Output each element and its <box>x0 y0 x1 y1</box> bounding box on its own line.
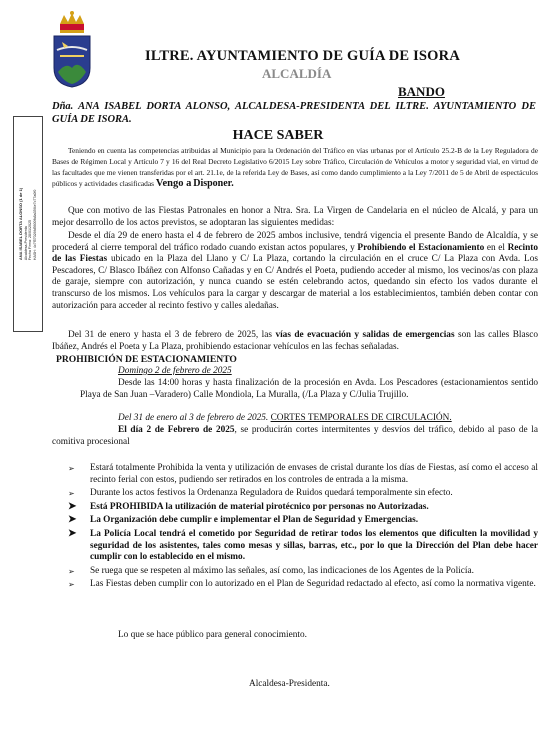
procession-paragraph <box>52 425 538 448</box>
prohibition-text: Desde las 14:00 horas y hasta finalización de la procesión en Avda. Los Pescadores (estacionamientos sentido Playa de San Juan –Varadero) Calle Mondiola, La Muralla, (/La Plaza y C/Julia Trujillo. <box>80 378 538 400</box>
issuer-line: Dña. ANA ISABEL DORTA ALONSO, ALCALDESA-PRESIDENTA DEL ILTRE. AYUNTAMIENTO DE GUÍA DE ISORA. <box>52 101 536 125</box>
list-item-text: La Organización debe cumplir e implementar el Plan de Seguridad y Emergencias. <box>90 515 419 526</box>
org-title: ILTRE. AYUNTAMIENTO DE GUÍA DE ISORA <box>145 48 461 64</box>
list-item <box>60 488 538 500</box>
evacuation-text-2: son las calles Blasco Ibáñez, Andrés el Poeta y La Plaza, prohibiendo estacionar vehículos en las fechas señaladas. <box>52 330 539 352</box>
paragraph-intro <box>52 206 538 229</box>
list-item <box>60 579 538 591</box>
digital-signature-stamp <box>13 116 43 332</box>
procession-text: , se producirán cortes intermitentes y desvíos del tráfico, debido al paso de la comitiva procesional <box>52 425 538 447</box>
legal-text: Teniendo en cuenta las competencias atribuidas al Municipio para la Ordenación del Tráfico en vías urbanas por el Artículo 25.2-B de la Ley Reguladora de Bases de Régimen Local y Artículo 7 y 16 del Real Decreto Legislativo 6/2015 Ley sobre Tráfico, Circulación de Vehículos a motor y seguridad vial, en virtud de las facultades que me vienen transferidas por el art. 21.1e, de la referida Ley de Bases, así como dando cumplimiento a la Ley 7/2011 de 5 de Abril de espectáculos públicos y actividades clasificadas <box>52 146 538 188</box>
evacuation-text-1: Del 31 de enero y hasta el 3 de febrero de 2025, las <box>68 330 273 340</box>
evacuation-bold: vías de evacuación y salidas de emergencias <box>275 330 455 340</box>
list-item-text: Está PROHIBIDA la utilización de material pirotécnico por personas no Autorizadas. <box>90 501 429 512</box>
legal-basis-paragraph <box>52 145 538 189</box>
chevron-bullet-icon: ➢ <box>68 464 75 473</box>
stamp-hash: HASH: 4c7f57026fd5600fb8a35f4e7c77a0f0 <box>32 189 37 261</box>
closure-text-3: ubicado en la Plaza del Llano y C/ La Plaza, cortando la circulación en el cruce C/ La Plaza con Avda. Los Pescadores, C/ Blasco Ibáñez con Alfonso Cañadas y en C/ Andrés el Poeta, pudiendo acceder al mismo, los vecinos/as con plaza de garaje, siempre con autorización, y nunca cuando se estén celebrando actos, quedando sin efecto los vados durante el transcurso de los mismos. Los vehículos para la cargar y descargar de material a los establecimientos, también deben contar con autorización para acceder al recinto festivo y calles aledañas. <box>52 254 538 311</box>
closure-text-1: Desde el día 29 de enero hasta el 4 de febrero de 2025 ambos inclusive, tendrá vigencia el presente Bando de Alcaldía, y se procederá al cierre temporal del tráfico rodado cuando existan actos populares, y <box>52 231 538 253</box>
stamp-signer: ANA ISABEL DORTA ALONSO (1 de 1) <box>17 187 23 261</box>
list-item-text: La Policía Local tendrá el cometido por Seguridad de retirar todos los elementos que dificulten la movilidad y seguridad de los asistentes, tales como mesas y sillas, barras, etc., por lo que la Dirección del Plan debe hacer cumplir con lo establecido en el mismo. <box>90 528 538 563</box>
arrow-bullet-icon: ➤ <box>68 527 77 539</box>
list-item-text: Durante los actos festivos la Ordenanza Reguladora de Ruidos quedará temporalmente sin efecto. <box>90 488 453 499</box>
prohibition-date: Domingo 2 de febrero de 2025 <box>118 366 232 376</box>
list-item-text: Las Fiestas deben cumplir con lo autorizado en el Plan de Seguridad redactado al efecto, así como la normativa vigente. <box>90 579 536 590</box>
list-item-text: Se ruega que se respeten al máximo las señales, así como, las indicaciones de los Agentes de la Policía. <box>90 565 474 576</box>
legal-tail: Vengo a <box>155 178 192 189</box>
procession-date: El día 2 de Febrero de 2025 <box>118 425 235 435</box>
stamp-date: Fecha Firma: 28/01/2025 <box>28 220 32 261</box>
arrow-bullet-icon: ➤ <box>68 514 77 526</box>
list-item <box>60 463 538 486</box>
chevron-bullet-icon: ➢ <box>68 566 75 576</box>
traffic-cuts-date: Del 31 de enero al 3 de febrero de 2025. <box>118 413 269 423</box>
list-item <box>60 502 538 514</box>
paragraph-intro-text: Que con motivo de las Fiestas Patronales en honor a Ntra. Sra. La Virgen de Candelaria en el núcleo de Alcalá, y para un mejor desarrollo de los actos previstos, se adoptaran las siguientes medidas: <box>52 206 538 228</box>
signature-line: Alcaldesa-Presidenta. <box>249 679 330 689</box>
arrow-bullet-icon: ➤ <box>68 500 77 512</box>
traffic-cuts-line <box>118 413 538 425</box>
traffic-cuts-heading: CORTES TEMPORALES DE CIRCULACIÓN. <box>270 413 452 423</box>
closing-line: Lo que se hace público para general conocimiento. <box>118 630 307 640</box>
chevron-bullet-icon: ➢ <box>68 580 75 590</box>
department-title: ALCALDÍA <box>262 66 332 81</box>
document-type: BANDO <box>398 84 445 99</box>
measures-list <box>60 463 538 593</box>
list-item <box>60 529 538 564</box>
prohibition-paragraph <box>80 378 538 401</box>
chevron-bullet-icon: ➢ <box>68 489 75 499</box>
legal-end: Disponer. <box>193 178 234 189</box>
stamp-role: Alcaldesa-Presidenta <box>23 226 28 261</box>
municipal-crest-logo <box>50 10 94 88</box>
prohibition-heading: PROHIBICIÓN DE ESTACIONAMIENTO <box>56 354 237 365</box>
list-item-text: Estará totalmente Prohibida la venta y utilización de envases de cristal durante los días de Fiestas, así como el acceso al recinto ferial con estos, pudiendo ser retirados en los controles de entrada a la misma. <box>90 463 538 485</box>
section-heading: HACE SABER <box>232 128 324 143</box>
list-item <box>60 515 538 527</box>
closure-bold-2: Recinto de las Fiestas <box>52 242 539 265</box>
closure-bold-1: Prohibiendo el Estacionamiento <box>357 242 485 253</box>
paragraph-evacuation <box>52 330 538 353</box>
paragraph-closure <box>52 231 538 312</box>
closure-text-2: en el <box>486 242 505 253</box>
list-item <box>60 566 538 578</box>
